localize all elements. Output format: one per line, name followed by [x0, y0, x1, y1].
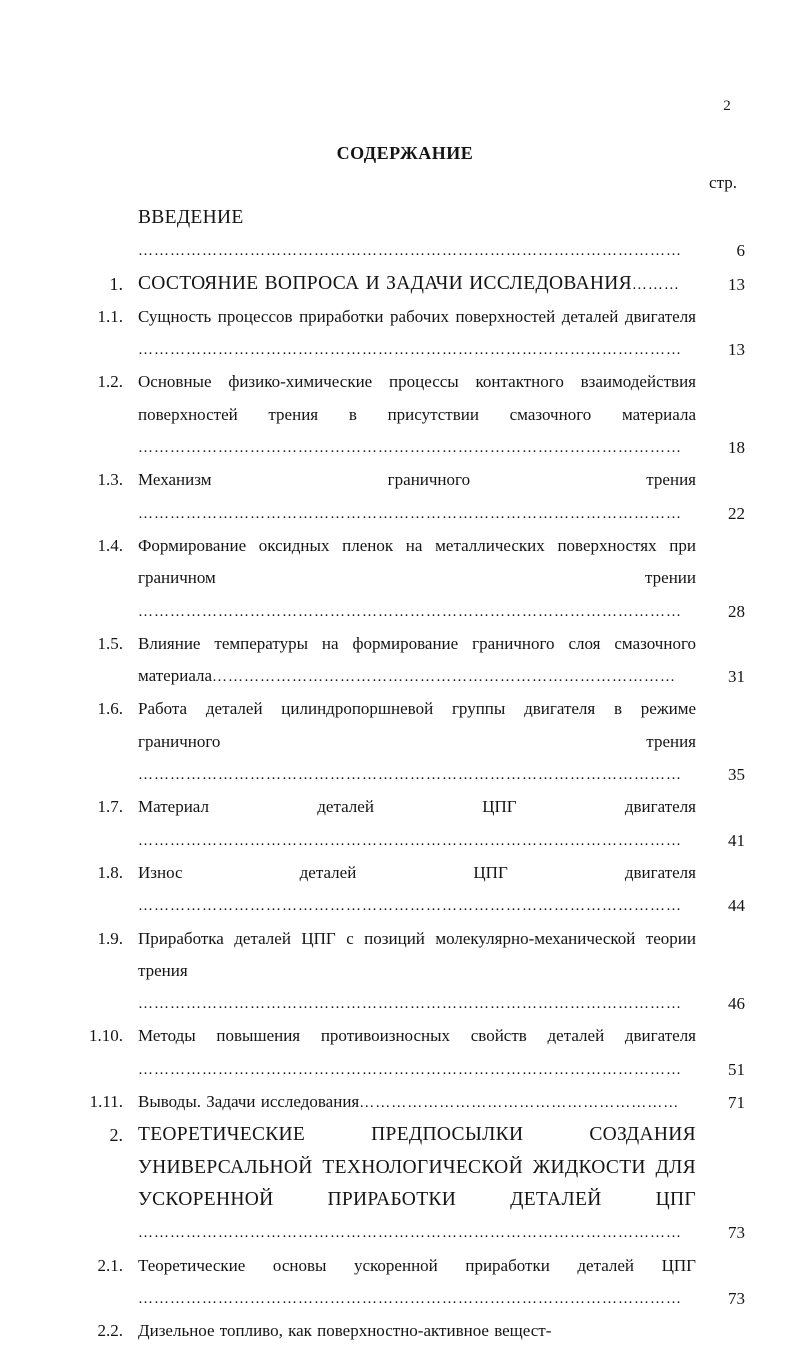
toc-entry-number: 1.7. [97, 797, 123, 817]
dot-leader: ………………………………………………………………………………………… [138, 1225, 682, 1242]
toc-entry-page: 22 [728, 503, 745, 523]
toc-entry-title [138, 268, 696, 301]
toc-entry-text: Влияние температуры на формирование граничного слоя смазочного материала [138, 633, 696, 686]
dot-leader: ………………………………………………………………………………………… [138, 767, 682, 784]
dot-leader: ………………………………………………………………………………………… [138, 440, 682, 457]
toc-entry-title [138, 791, 696, 857]
toc-entry [0, 693, 793, 791]
toc-entry-page: 44 [728, 896, 745, 916]
toc-entry-text: Дизельное топливо, как поверхностно-активное вещест- [138, 1321, 552, 1341]
toc-entry-page: 51 [728, 1059, 745, 1079]
dot-leader: ………………………………………………………………………………………… [138, 996, 682, 1013]
toc-entry [0, 1315, 793, 1347]
toc-entry-number: 1.6. [97, 699, 123, 719]
toc-entry-number: 1.5. [97, 633, 123, 653]
dot-leader: ………………………………………………………………………………………… [138, 898, 682, 915]
toc-entry-number: 2.2. [97, 1321, 123, 1341]
toc-entry-text: Выводы. Задачи исследования [138, 1092, 360, 1112]
toc-entry-title [138, 857, 696, 923]
toc-entry-number: 1.9. [97, 928, 123, 948]
toc-entry [0, 1020, 793, 1086]
toc-entry-title [138, 202, 696, 268]
dot-leader: ………………………………………………………………………………………… [138, 243, 682, 260]
toc-entry-number: 1. [109, 273, 123, 294]
dot-leader: ………………………………………………………………………………………… [138, 832, 682, 849]
toc-entry-title [138, 1119, 696, 1249]
toc-entry [0, 1086, 793, 1119]
toc-entry-number: 1.10. [89, 1026, 123, 1046]
toc-entry-title [138, 366, 696, 464]
toc-entry-page: 73 [728, 1288, 745, 1308]
toc-entry-text: Работа деталей цилиндропоршневой группы двигателя в режиме граничного трения [138, 699, 696, 751]
toc-entry-number: 2.1. [97, 1255, 123, 1275]
toc-entry-title [138, 1315, 696, 1347]
toc-entry-text: ТЕОРЕТИЧЕСКИЕ ПРЕДПОСЫЛКИ СОЗДАНИЯ УНИВЕРСАЛЬНОЙ ТЕХНОЛОГИЧЕСКОЙ ЖИДКОСТИ ДЛЯ УСКОРЕННОЙ ПРИРАБОТКИ ДЕТАЛЕЙ ЦПГ [138, 1124, 696, 1210]
toc-entry-text: Формирование оксидных пленок на металлических поверхностях при граничном трении [138, 535, 696, 588]
toc-entry-text: СОСТОЯНИЕ ВОПРОСА И ЗАДАЧИ ИССЛЕДОВАНИЯ [138, 272, 632, 294]
toc-entry-page: 35 [728, 765, 745, 785]
toc-entry-number: 1.4. [97, 535, 123, 555]
dot-leader: …………………………………………………………………………… [212, 669, 677, 686]
toc-entry-number: 1.11. [89, 1092, 123, 1112]
page-title: СОДЕРЖАНИЕ [336, 143, 474, 163]
toc-entry [0, 1250, 793, 1316]
toc-entry [0, 268, 793, 301]
toc-entry-title [138, 628, 696, 694]
toc-entry-text: Материал деталей ЦПГ двигателя [138, 797, 696, 817]
table-of-contents [0, 202, 793, 1347]
dot-leader: ………………………………………………………………………………………… [138, 603, 682, 620]
toc-entry-page: 71 [728, 1093, 745, 1113]
toc-entry-title [138, 1086, 696, 1119]
toc-entry [0, 202, 793, 268]
toc-entry-page: 46 [728, 994, 745, 1014]
toc-entry-text: Износ деталей ЦПГ двигателя [138, 862, 696, 882]
toc-entry [0, 791, 793, 857]
dot-leader: ………………………………………………………………………………………… [138, 1290, 682, 1307]
toc-entry-number: 1.2. [97, 372, 123, 392]
toc-entry-number: 1.3. [97, 470, 123, 490]
toc-entry-page: 31 [728, 667, 745, 687]
toc-entry-title [138, 530, 696, 628]
toc-entry-text: Основные физико-химические процессы контактного взаимодействия поверхностей трения в присутствии смазочного материала [138, 372, 696, 424]
toc-entry [0, 530, 793, 628]
page-column-label: стр. [709, 173, 737, 192]
toc-entry-title [138, 1250, 696, 1316]
toc-entry-number: 1.1. [97, 306, 123, 326]
toc-entry-text: Механизм граничного трения [138, 470, 696, 490]
toc-entry-number: 2. [109, 1125, 123, 1146]
toc-entry-text: Сущность процессов приработки рабочих поверхностей деталей двигателя [138, 306, 696, 326]
toc-entry-page: 13 [728, 274, 745, 294]
toc-entry [0, 366, 793, 464]
toc-entry-title [138, 464, 696, 530]
toc-entry [0, 857, 793, 923]
toc-entry-page: 73 [728, 1223, 745, 1243]
toc-entry-title [138, 1020, 696, 1086]
toc-entry [0, 923, 793, 1021]
toc-entry-title [138, 693, 696, 791]
toc-entry-title [138, 923, 696, 1021]
toc-entry-title [138, 301, 696, 367]
toc-entry-page: 18 [728, 438, 745, 458]
toc-entry-number: 1.8. [97, 862, 123, 882]
toc-entry [0, 628, 793, 694]
dot-leader: ………………………………………………………………………………………… [138, 342, 682, 359]
dot-leader: ………………………………………………………………………………………… [138, 505, 682, 522]
dot-leader: ……… [631, 276, 680, 293]
toc-entry-page: 28 [728, 601, 745, 621]
toc-entry [0, 1119, 793, 1249]
toc-entry-page: 13 [728, 340, 745, 360]
toc-entry-text: ВВЕДЕНИЕ [138, 207, 244, 228]
toc-entry [0, 464, 793, 530]
toc-entry [0, 301, 793, 367]
toc-entry-text: Методы повышения противоизносных свойств деталей двигателя [138, 1026, 696, 1046]
toc-entry-text: Приработка деталей ЦПГ с позиций молекулярно-механической теории трения [138, 928, 696, 980]
toc-entry-page: 6 [736, 241, 745, 261]
toc-entry-page: 41 [728, 830, 745, 850]
page-number: 2 [723, 98, 731, 114]
dot-leader: ………………………………………………………………………………………… [138, 1061, 682, 1078]
toc-entry-text: Теоретические основы ускоренной приработки деталей ЦПГ [138, 1255, 696, 1275]
dot-leader: …………………………………………………… [359, 1095, 680, 1112]
